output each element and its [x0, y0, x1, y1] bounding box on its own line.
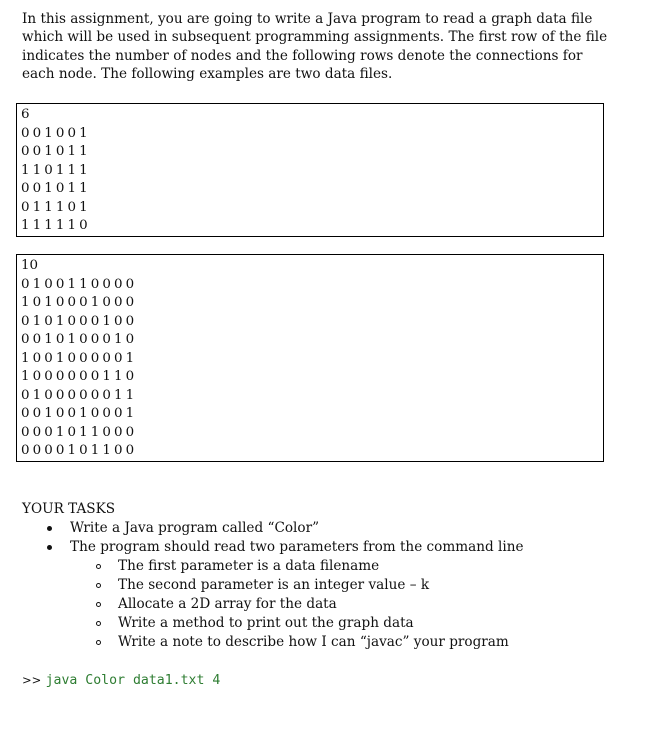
bullet-icon — [47, 526, 52, 531]
circle-bullet-icon — [96, 640, 101, 645]
adjacency-row: 011101 — [21, 199, 91, 215]
data-file-example-1 — [16, 103, 604, 237]
adjacency-row: 0010010001 — [21, 406, 138, 421]
adjacency-row: 1000000110 — [21, 369, 138, 384]
sub-task-text: The second parameter is an integer value – k — [118, 577, 430, 593]
data-file-example-2 — [16, 254, 604, 462]
command-prompt: >> — [22, 673, 42, 687]
intro-line: In this assignment, you are going to write a Java program to read a graph data file — [22, 11, 593, 27]
task-text: Write a Java program called “Color” — [70, 520, 320, 536]
sub-task-item — [22, 576, 622, 595]
adjacency-row: 001011 — [21, 181, 91, 196]
adjacency-row: 0010100010 — [21, 332, 138, 347]
adjacency-row: 111110 — [21, 218, 91, 233]
command-text: java Color data1.txt 4 — [45, 673, 221, 688]
bullet-icon — [47, 545, 52, 550]
sub-task-item — [22, 614, 622, 633]
node-count: 10 — [21, 258, 39, 273]
intro-paragraph — [22, 10, 612, 83]
intro-line: indicates the number of nodes and the following rows denote the connections for — [22, 47, 583, 64]
sub-task-text: Allocate a 2D array for the data — [118, 596, 337, 612]
node-count: 6 — [21, 107, 30, 122]
sub-task-list — [22, 557, 622, 652]
circle-bullet-icon — [96, 583, 101, 588]
adjacency-row: 0100000011 — [21, 387, 138, 403]
adjacency-row: 0101000100 — [21, 313, 138, 329]
tasks-section — [22, 500, 622, 652]
task-list — [22, 519, 622, 557]
circle-bullet-icon — [96, 621, 101, 626]
intro-line: each node. The following examples are two data files. — [22, 65, 393, 82]
task-item — [22, 538, 622, 557]
sub-task-item — [22, 595, 622, 614]
circle-bullet-icon — [96, 564, 101, 569]
adjacency-row: 0000101100 — [21, 443, 138, 458]
adjacency-row: 110111 — [21, 162, 91, 178]
tasks-heading: YOUR TASKS — [22, 501, 116, 517]
circle-bullet-icon — [96, 602, 101, 607]
sub-task-item — [22, 557, 622, 576]
adjacency-row: 0001011000 — [21, 424, 138, 440]
sub-task-text: Write a note to describe how I can “javac” your program — [118, 634, 509, 650]
adjacency-row: 1001000001 — [21, 350, 138, 366]
adjacency-row: 001001 — [21, 125, 91, 141]
adjacency-row: 0100110000 — [21, 276, 138, 292]
sub-task-item — [22, 633, 622, 652]
command-example — [22, 671, 220, 690]
adjacency-row: 1010001000 — [21, 295, 138, 310]
sub-task-text: The first parameter is a data filename — [118, 558, 380, 574]
intro-line: which will be used in subsequent programming assignments. The first row of the file — [22, 29, 608, 46]
task-text: The program should read two parameters from the command line — [70, 539, 524, 555]
adjacency-row: 001011 — [21, 144, 91, 159]
task-item — [22, 519, 622, 538]
sub-task-text: Write a method to print out the graph data — [118, 615, 414, 631]
